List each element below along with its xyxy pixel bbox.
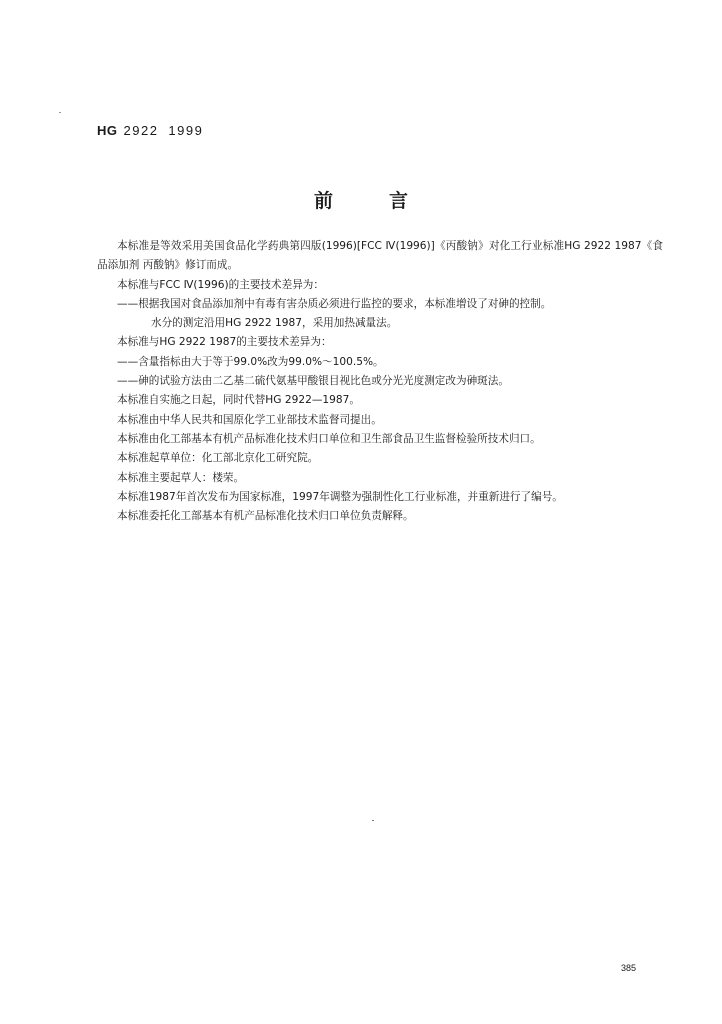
paragraph-hg-differences: 本标准与HG 2922 1987的主要技术差异为： — [117, 336, 332, 349]
standard-code-header — [97, 123, 203, 138]
standard-number: 2922 — [123, 123, 159, 138]
paragraph-arsenic-control: ——根据我国对食品添加剂中有毒有害杂质必须进行监控的要求，本标准增设了对砷的控制。 — [117, 297, 552, 310]
paragraph-moisture-method: 水分的测定沿用HG 2922 1987，采用加热减量法。 — [151, 317, 398, 330]
title-char-2: 言 — [389, 190, 409, 212]
paragraph-drafting-unit: 本标准起草单位：化工部北京化工研究院。 — [117, 452, 319, 465]
foreword-body — [97, 237, 663, 526]
paragraph-replacement: 本标准自实施之日起，同时代替HG 2922—1987。 — [117, 394, 360, 407]
page-title — [0, 186, 722, 213]
paragraph-centralized-by: 本标准由化工部基本有机产品标准化技术归口单位和卫生部食品卫生监督检验所技术归口。 — [117, 432, 541, 445]
paragraph-content-index: ——含量指标由大于等于99.0%改为99.0%～100.5%。 — [117, 355, 384, 368]
paragraph-history: 本标准1987年首次发布为国家标准，1997年调整为强制性化工行业标准，并重新进行了编号。 — [117, 490, 563, 503]
paragraph-drafters: 本标准主要起草人：楼荣。 — [117, 471, 245, 484]
paragraph-proposed-by: 本标准由中华人民共和国原化学工业部技术监督司提出。 — [117, 413, 382, 426]
page-number: 385 — [621, 963, 637, 973]
standard-year: 1999 — [168, 123, 204, 138]
standard-prefix: HG — [97, 123, 118, 138]
scan-mark — [59, 112, 61, 113]
title-char-1: 前 — [313, 190, 333, 212]
paragraph-interpretation: 本标准委托化工部基本有机产品标准化技术归口单位负责解释。 — [117, 510, 414, 523]
paragraph-intro: 本标准是等效采用美国食品化学药典第四版(1996)[FCC Ⅳ(1996)]《丙酸钠》对化工行业标准HG 2922 1987《食品添加剂 丙酸钠》修订而成。 — [97, 240, 663, 272]
paragraph-fcc-differences: 本标准与FCC Ⅳ(1996)的主要技术差异为： — [117, 278, 324, 291]
scan-mark — [372, 820, 374, 821]
paragraph-arsenic-method: ——砷的试验方法由二乙基二硫代氨基甲酸银目视比色或分光光度测定改为砷斑法。 — [117, 375, 509, 388]
